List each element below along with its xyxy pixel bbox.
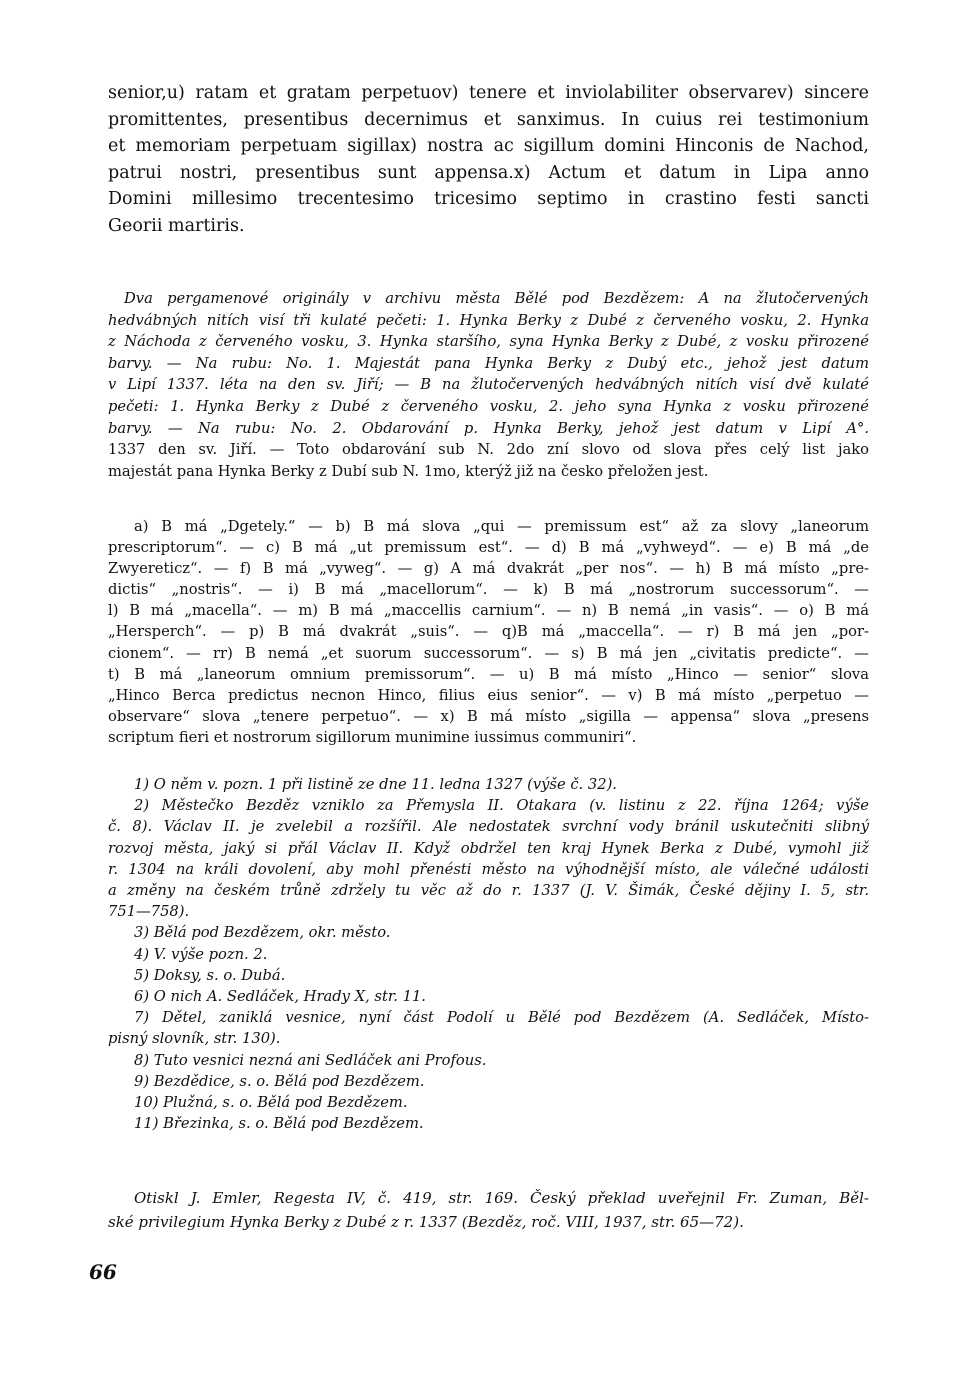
note-line: Dva pergamenové originály v archivu města Bělé pod Bezdězem: A na žlutočervených [124, 290, 869, 307]
footnote-line: r. 1304 na králi dovolení, aby mohl přenésti město na výhodnější místo, ale válečné události [108, 860, 869, 878]
text-line: patrui nostri, presentibus sunt appensa.x) Actum et datum in Lipa anno [108, 162, 869, 183]
note-line: pečeti: 1. Hynka Berky z Dubé z červeného vosku, 2. jeho syna Hynka z vosku přirozené [108, 397, 869, 415]
source-line: Otiskl J. Emler, Regesta IV, č. 419, str. 169. Český překlad uveřejnil Fr. Zuman, Běl- [134, 1189, 869, 1207]
footnote-line: 1) O něm v. pozn. 1 při listině ze dne 11. ledna 1327 (výše č. 32). [134, 776, 617, 793]
note-line: z Náchoda z červeného vosku, 3. Hynka staršího, syna Hynka Berky z Dubé, z vosku přirozené [108, 333, 869, 351]
note-line: v Lipí 1337. léta na den sv. Jiří; — B na žlutočervených hedvábných nitích visí dvě kulaté [108, 376, 869, 394]
critical-apparatus [108, 516, 869, 748]
apparatus-line: prescriptorum“. — c) B má „ut premissum est“. — d) B má „vyhweyd“. — e) B má „de [108, 539, 869, 557]
footnotes [108, 774, 869, 1134]
archival-note [108, 288, 869, 482]
source-line: ské privilegium Hynka Berky z Dubé z r. 1337 (Bezděz, roč. VIII, 1937, str. 65—72). [108, 1213, 744, 1231]
note-line: hedvábných nitích visí tři kulaté pečeti: 1. Hynka Berky z Dubé z červeného vosku, 2. Hynka [108, 311, 869, 329]
page-number: 66 [89, 1260, 117, 1284]
text-line: promittentes, presentibus decernimus et sanximus. In cuius rei testimonium [108, 109, 869, 130]
apparatus-line: cionem“. — rr) B nemá „et suorum successorum“. — s) B má jen „civitatis predicte“. — [108, 644, 869, 662]
text-line: Georii martiris. [108, 215, 245, 236]
text-line: et memoriam perpetuam sigillax) nostra ac sigillum domini Hinconis de Nachod, [108, 136, 869, 157]
charter-text [108, 80, 869, 240]
footnote-line: 3) Bělá pod Bezdězem, okr. město. [134, 924, 391, 942]
apparatus-line: scriptum fieri et nostrorum sigillorum munimine iussimus communiri“. [108, 728, 637, 746]
text-line: senior,u) ratam et gratam perpetuov) tenere et inviolabiliter observarev) sincere [108, 83, 869, 103]
footnote-line: 8) Tuto vesnici nezná ani Sedláček ani Profous. [134, 1051, 487, 1069]
footnote-line: 751—758). [108, 903, 190, 921]
footnote-line: 6) O nich A. Sedláček, Hrady X, str. 11. [134, 988, 426, 1006]
note-line: barvy. — Na rubu: No. 2. Obdarování p. Hynka Berky, jehož jest datum v Lipí A°. [108, 419, 869, 437]
footnote-line: a změny na českém trůně zdržely tu věc až do r. 1337 (J. V. Šimák, České dějiny I. 5, str. [108, 882, 869, 900]
apparatus-line: observare“ slova „tenere perpetuo“. — x) B má místo „sigilla — appensa“ slova „presens [108, 707, 869, 725]
footnote-line: 7) Dětel, zaniklá vesnice, nyní část Podolí u Bělé pod Bezdězem (A. Sedláček, Místo- [134, 1009, 869, 1027]
apparatus-line: a) B má „Dgetely.“ — b) B má slova „qui — premissum est“ až za slovy „laneorum [134, 518, 869, 535]
footnote-line: č. 8). Václav II. je zvelebil a rozšířil. Ale nedostatek svrchní vody bránil uskutečniti slibný [108, 818, 869, 836]
note-line: 1337 den sv. Jiří. — Toto obdarování sub N. 2do zní slovo od slova přes celý list jako [108, 441, 869, 459]
note-line: barvy. — Na rubu: No. 1. Majestát pana Hynka Berky z Dubý etc., jehož jest datum [108, 354, 869, 372]
apparatus-line: Zwyereticz“. — f) B má „vyweg“. — g) A má dvakrát „per nos“. — h) B má místo „pre- [108, 560, 869, 578]
source-note [108, 1186, 869, 1234]
footnote-line: 9) Bezdědice, s. o. Bělá pod Bezdězem. [134, 1072, 425, 1090]
text-line: Domini millesimo trecentesimo tricesimo septimo in crastino festi sancti [108, 189, 869, 210]
footnote-line: pisný slovník, str. 130). [108, 1030, 281, 1048]
apparatus-line: l) B má „macella“. — m) B má „maccellis carnium“. — n) B nemá „in vasis“. — o) B má [108, 602, 869, 620]
apparatus-line: „Hersperch“. — p) B má dvakrát „suis“. — q)B má „maccella“. — r) B má jen „por- [108, 623, 869, 641]
footnote-line: 11) Březinka, s. o. Bělá pod Bezdězem. [134, 1115, 424, 1133]
footnote-line: 10) Plužná, s. o. Bělá pod Bezdězem. [134, 1094, 408, 1112]
footnote-line: 4) V. výše pozn. 2. [134, 945, 268, 963]
footnote-line: 5) Doksy, s. o. Dubá. [134, 966, 286, 984]
apparatus-line: „Hinco Berca predictus necnon Hinco, filius eius senior“. — v) B má místo „perpetuo — [108, 686, 869, 704]
footnote-line: rozvoj města, jaký si přál Václav II. Když obdržel ten kraj Hynek Berka z Dubé, vymohl již [108, 839, 869, 857]
footnote-line: 2) Městečko Bezděz vzniklo za Přemysla II. Otakara (v. listinu z 22. října 1264; výše [134, 797, 869, 815]
apparatus-line: t) B má „laneorum omnium premissorum“. — u) B má místo „Hinco — senior“ slova [108, 665, 869, 683]
apparatus-line: dictis“ „nostris“. — i) B má „macellorum“. — k) B má „nostrorum successorum“. — [108, 581, 869, 599]
note-line: majestát pana Hynka Berky z Dubí sub N. 1mo, kterýž již na česko přeložen jest. [108, 462, 709, 480]
